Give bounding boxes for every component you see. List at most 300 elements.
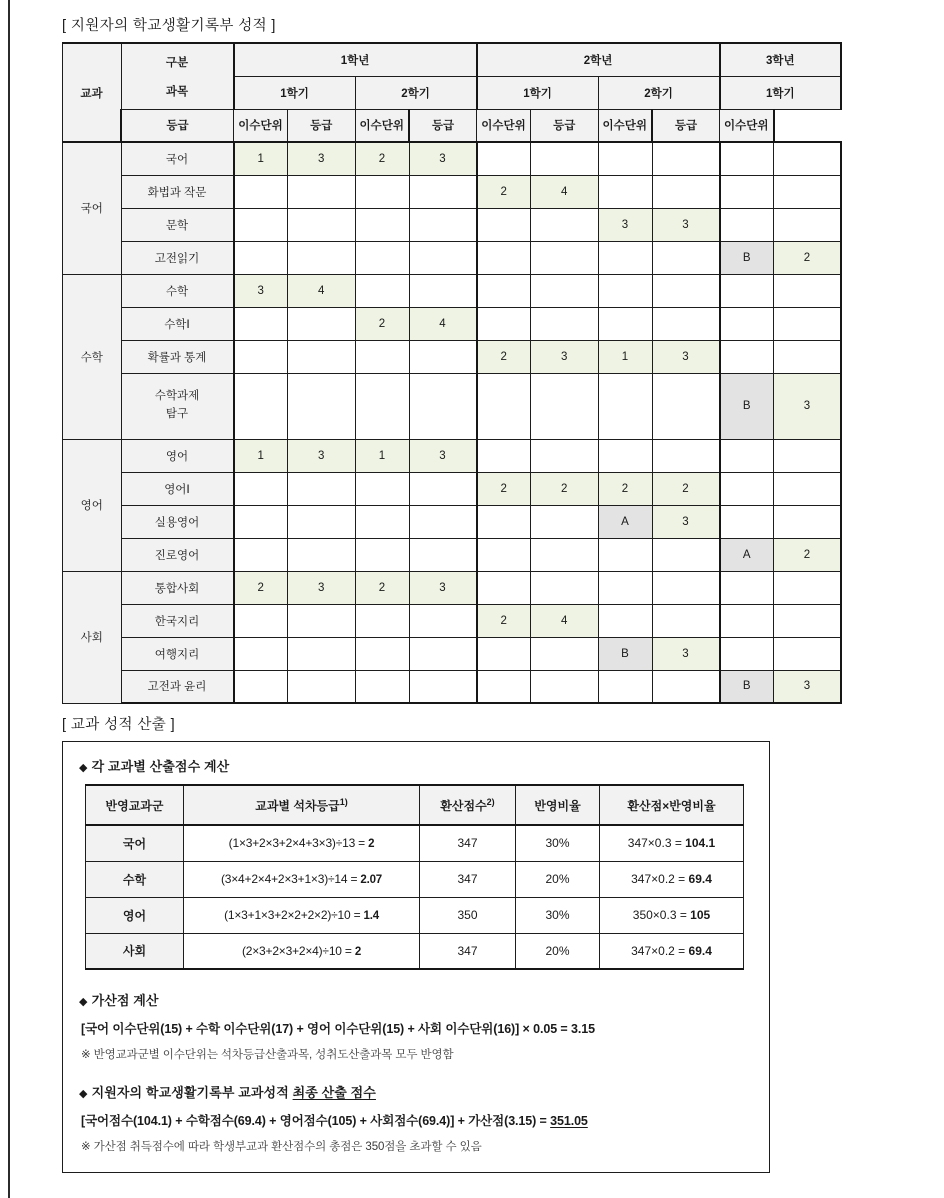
header-y1-term1: 1학기 <box>234 76 356 109</box>
calc-group-cell: 사회 <box>86 933 184 969</box>
calc-product-text: 350×0.3 = <box>632 908 691 922</box>
grade-cell <box>598 571 652 604</box>
subject-name-cell: 여행지리 <box>121 637 234 670</box>
units-cell <box>531 274 599 307</box>
units-cell <box>774 505 842 538</box>
subject-score-heading <box>79 756 753 775</box>
units-cell <box>652 670 720 703</box>
grade-cell <box>477 439 531 472</box>
grade-cell: 1 <box>355 439 409 472</box>
grade-cell <box>477 142 531 175</box>
calc-converted-cell: 350 <box>420 897 516 933</box>
grades-row <box>63 571 842 604</box>
units-cell: 4 <box>531 604 599 637</box>
units-cell <box>531 571 599 604</box>
grade-cell <box>234 505 288 538</box>
grade-cell: 2 <box>477 340 531 373</box>
grade-cell <box>477 637 531 670</box>
header-metric-grade-1: 등급 <box>121 109 234 142</box>
subject-group-cell: 영어 <box>63 439 122 571</box>
final-equation-pre: [국어점수(104.1) + 수학점수(69.4) + 영어점수(105) + 사회점수(69.4)] + 가산점(3.15) = <box>81 1114 551 1128</box>
grade-cell: A <box>598 505 652 538</box>
units-cell <box>409 274 477 307</box>
calc-rank-formula-cell <box>184 897 420 933</box>
grade-cell <box>234 208 288 241</box>
units-cell: 2 <box>652 472 720 505</box>
header-subject-label: 과목 <box>165 85 189 98</box>
grades-row <box>63 208 842 241</box>
grade-cell <box>477 241 531 274</box>
units-cell <box>652 439 720 472</box>
grades-table-head <box>63 43 842 142</box>
header-y1-term2: 2학기 <box>355 76 477 109</box>
calc-rank-formula-cell <box>184 825 420 861</box>
subject-name-cell: 통합사회 <box>121 571 234 604</box>
bonus-heading <box>79 990 753 1009</box>
grade-cell <box>477 274 531 307</box>
grade-cell <box>720 571 774 604</box>
units-cell <box>652 604 720 637</box>
grade-cell <box>355 538 409 571</box>
grade-cell <box>355 472 409 505</box>
calc-rank-formula-text: (3×4+2×4+2×3+1×3)÷14 = <box>220 872 361 886</box>
calc-rank-formula-text: (1×3+2×3+2×4+3×3)÷13 = <box>228 836 369 851</box>
units-cell <box>531 538 599 571</box>
subject-name-cell: 진로영어 <box>121 538 234 571</box>
grade-cell <box>355 670 409 703</box>
grade-cell <box>234 175 288 208</box>
units-cell <box>652 274 720 307</box>
grades-row <box>63 505 842 538</box>
calc-rank-formula-cell <box>184 933 420 969</box>
header-metric-units-5: 이수단위 <box>720 109 774 142</box>
grades-row <box>63 637 842 670</box>
diamond-icon: ◆ <box>79 996 88 1008</box>
subject-name-cell: 고전읽기 <box>121 241 234 274</box>
grade-cell <box>598 274 652 307</box>
header-year-3: 3학년 <box>720 43 842 76</box>
grade-cell <box>598 439 652 472</box>
units-cell <box>288 538 356 571</box>
calc-header-rank-label: 교과별 석차등급 <box>255 798 340 813</box>
calc-product-cell <box>600 897 744 933</box>
grade-cell <box>234 472 288 505</box>
calc-group-cell: 수학 <box>86 861 184 897</box>
transcript-section-title: [ 지원자의 학교생활기록부 성적 ] <box>62 18 276 34</box>
grade-cell <box>720 175 774 208</box>
grades-row <box>63 604 842 637</box>
units-cell: 2 <box>774 241 842 274</box>
calc-header-group: 반영교과군 <box>86 785 184 825</box>
units-cell <box>652 241 720 274</box>
grade-cell <box>234 307 288 340</box>
grades-row <box>63 274 842 307</box>
units-cell <box>288 241 356 274</box>
grade-cell: 2 <box>355 307 409 340</box>
units-cell <box>774 274 842 307</box>
calc-product-cell <box>600 825 744 861</box>
calc-product-result: 69.4 <box>688 872 712 886</box>
grade-cell <box>598 307 652 340</box>
units-cell <box>409 175 477 208</box>
units-cell <box>288 505 356 538</box>
calc-header-product: 환산점×반영비율 <box>600 785 744 825</box>
calc-rank-formula-text: (2×3+2×3+2×4)÷10 = <box>241 943 355 958</box>
grade-cell <box>598 241 652 274</box>
calc-row <box>86 825 744 861</box>
grade-cell <box>477 670 531 703</box>
header-year-2: 2학년 <box>477 43 720 76</box>
units-cell <box>288 637 356 670</box>
subject-name-cell: 화법과 작문 <box>121 175 234 208</box>
grade-cell <box>355 604 409 637</box>
subject-name-cell: 국어 <box>121 142 234 175</box>
subject-score-table <box>85 784 744 970</box>
grade-cell: 2 <box>477 175 531 208</box>
units-cell <box>409 373 477 439</box>
calc-product-cell <box>600 933 744 969</box>
grade-cell <box>477 571 531 604</box>
subject-name-cell: 실용영어 <box>121 505 234 538</box>
grade-cell <box>234 538 288 571</box>
bonus-point-block <box>79 990 753 1062</box>
grade-cell <box>355 274 409 307</box>
grade-cell <box>477 373 531 439</box>
calc-table-head <box>86 785 744 825</box>
grades-row <box>63 670 842 703</box>
grades-row <box>63 307 842 340</box>
units-cell: 4 <box>409 307 477 340</box>
calc-product-text: 347×0.3 = <box>627 836 686 851</box>
units-cell <box>288 604 356 637</box>
calc-converted-cell: 347 <box>420 825 516 861</box>
grade-cell <box>355 637 409 670</box>
calc-row <box>86 897 744 933</box>
calc-row <box>86 933 744 969</box>
grade-cell: 2 <box>234 571 288 604</box>
calc-header-rank <box>184 785 420 825</box>
grades-table-body <box>63 142 842 703</box>
bonus-heading-label: 가산점 계산 <box>91 993 159 1008</box>
units-cell <box>531 208 599 241</box>
header-division <box>121 43 234 109</box>
calculation-panel <box>62 741 770 1173</box>
subject-group-cell: 사회 <box>63 571 122 703</box>
bonus-note: ※ 반영교과군별 이수단위는 석차등급산출과목, 성취도산출과목 모두 반영함 <box>81 1049 454 1061</box>
grade-cell <box>720 208 774 241</box>
units-cell <box>531 505 599 538</box>
diamond-icon: ◆ <box>79 1088 88 1100</box>
grades-row <box>63 340 842 373</box>
grade-cell: 3 <box>234 274 288 307</box>
units-cell <box>531 241 599 274</box>
units-cell: 3 <box>774 670 842 703</box>
calc-group-cell: 영어 <box>86 897 184 933</box>
final-equation <box>81 1111 753 1129</box>
grades-row <box>63 142 842 175</box>
units-cell: 4 <box>288 274 356 307</box>
transcript-section <box>62 14 852 704</box>
grade-cell: 2 <box>355 571 409 604</box>
subject-name-cell: 수학Ⅰ <box>121 307 234 340</box>
grade-cell: 1 <box>234 439 288 472</box>
subject-name-cell: 수학 <box>121 274 234 307</box>
grade-cell <box>598 373 652 439</box>
grade-cell <box>355 373 409 439</box>
final-heading-pre: 지원자의 학교생활기록부 교과성적 <box>91 1085 293 1100</box>
final-equation-result: 351.05 <box>550 1114 588 1128</box>
units-cell <box>531 439 599 472</box>
units-cell: 4 <box>531 175 599 208</box>
grade-cell <box>355 241 409 274</box>
units-cell: 3 <box>409 142 477 175</box>
grade-cell: B <box>720 670 774 703</box>
school-record-grades-table <box>62 42 842 704</box>
units-cell <box>409 472 477 505</box>
calc-ratio-cell: 30% <box>516 825 600 861</box>
calc-group-cell: 국어 <box>86 825 184 861</box>
final-score-block <box>79 1082 753 1154</box>
grades-row <box>63 373 842 439</box>
grades-row <box>63 538 842 571</box>
calc-rank-formula-result: 2 <box>368 838 375 851</box>
header-metric-grade-3: 등급 <box>409 109 477 142</box>
calc-header-converted-label: 환산점수 <box>440 798 487 813</box>
calc-rank-formula-cell <box>184 861 420 897</box>
subject-name-cell <box>121 373 234 439</box>
calc-rank-formula-result: 2.07 <box>360 874 383 886</box>
grade-cell: A <box>720 538 774 571</box>
units-cell <box>774 142 842 175</box>
grade-cell <box>234 604 288 637</box>
grade-cell <box>720 142 774 175</box>
calc-product-cell <box>600 861 744 897</box>
subject-name-cell: 영어Ⅰ <box>121 472 234 505</box>
grades-row <box>63 241 842 274</box>
grade-cell <box>355 208 409 241</box>
units-cell <box>652 142 720 175</box>
diamond-icon: ◆ <box>79 762 88 774</box>
grade-cell <box>598 142 652 175</box>
units-cell <box>288 340 356 373</box>
calc-row <box>86 861 744 897</box>
calc-converted-cell: 347 <box>420 861 516 897</box>
calc-header-ratio: 반영비율 <box>516 785 600 825</box>
grade-cell <box>234 241 288 274</box>
grade-cell <box>720 472 774 505</box>
subject-name-cell: 확률과 통계 <box>121 340 234 373</box>
grade-cell <box>720 505 774 538</box>
subject-group-cell: 국어 <box>63 142 122 274</box>
header-metric-grade-4: 등급 <box>531 109 599 142</box>
grade-cell <box>720 307 774 340</box>
calc-header-row <box>86 785 744 825</box>
units-cell <box>409 208 477 241</box>
calc-converted-cell: 347 <box>420 933 516 969</box>
units-cell: 3 <box>288 439 356 472</box>
units-cell <box>774 307 842 340</box>
units-cell: 3 <box>288 571 356 604</box>
header-row-metrics <box>63 109 842 142</box>
header-division-label: 구분 <box>165 56 189 69</box>
grade-cell <box>720 439 774 472</box>
units-cell <box>652 538 720 571</box>
calc-rank-formula-result: 1.4 <box>363 910 379 922</box>
units-cell: 3 <box>774 373 842 439</box>
units-cell: 3 <box>652 208 720 241</box>
header-metric-grade-5: 등급 <box>652 109 720 142</box>
grade-cell <box>234 340 288 373</box>
units-cell: 3 <box>409 571 477 604</box>
calc-ratio-cell: 30% <box>516 897 600 933</box>
units-cell <box>409 604 477 637</box>
units-cell <box>774 439 842 472</box>
final-heading-underline: 최종 산출 점수 <box>292 1085 376 1100</box>
grade-cell: B <box>598 637 652 670</box>
header-row-years <box>63 43 842 76</box>
grade-cell <box>477 538 531 571</box>
grade-cell: B <box>720 241 774 274</box>
units-cell <box>531 637 599 670</box>
subject-score-heading-label: 각 교과별 산출점수 계산 <box>91 759 230 774</box>
subject-name-line: 수학과제 <box>154 390 200 403</box>
header-y2-term1: 1학기 <box>477 76 599 109</box>
subject-name-cell: 한국지리 <box>121 604 234 637</box>
calc-product-result: 105 <box>690 908 711 922</box>
units-cell: 3 <box>652 637 720 670</box>
units-cell <box>409 637 477 670</box>
units-cell <box>652 571 720 604</box>
calc-rank-formula-result: 2 <box>354 945 362 958</box>
grade-cell <box>355 340 409 373</box>
grade-cell: 2 <box>355 142 409 175</box>
units-cell <box>531 142 599 175</box>
calc-header-converted-footnote: 2) <box>486 796 495 807</box>
calc-product-text: 347×0.2 = <box>631 943 689 958</box>
units-cell <box>774 175 842 208</box>
calc-ratio-cell: 20% <box>516 861 600 897</box>
header-metric-grade-2: 등급 <box>288 109 356 142</box>
units-cell <box>774 340 842 373</box>
units-cell <box>409 670 477 703</box>
grade-cell <box>477 307 531 340</box>
units-cell <box>774 604 842 637</box>
units-cell <box>288 472 356 505</box>
units-cell <box>774 637 842 670</box>
subject-name-cell: 영어 <box>121 439 234 472</box>
grade-cell <box>234 637 288 670</box>
subject-name-cell: 문학 <box>121 208 234 241</box>
units-cell <box>652 307 720 340</box>
units-cell <box>652 373 720 439</box>
subject-group-cell: 수학 <box>63 274 122 439</box>
grade-cell: 2 <box>477 472 531 505</box>
grade-cell: 2 <box>598 472 652 505</box>
grade-cell: 2 <box>477 604 531 637</box>
grade-cell <box>720 604 774 637</box>
grade-cell <box>720 340 774 373</box>
units-cell: 3 <box>288 142 356 175</box>
calc-header-converted <box>420 785 516 825</box>
grade-cell <box>477 208 531 241</box>
calc-rank-formula-text: (1×3+1×3+2×2+2×2)÷10 = <box>224 908 364 922</box>
units-cell <box>409 505 477 538</box>
grades-row <box>63 472 842 505</box>
final-note: ※ 가산점 취득점수에 따라 학생부교과 환산점수의 총점은 350점을 초과할 수 있음 <box>81 1141 482 1153</box>
grades-row <box>63 175 842 208</box>
grade-cell <box>598 670 652 703</box>
grade-cell <box>355 175 409 208</box>
grade-cell <box>477 505 531 538</box>
grade-cell: 1 <box>598 340 652 373</box>
header-metric-units-1: 이수단위 <box>234 109 288 142</box>
grades-row <box>63 439 842 472</box>
header-metric-units-4: 이수단위 <box>598 109 652 142</box>
units-cell <box>288 175 356 208</box>
units-cell: 3 <box>409 439 477 472</box>
header-y3-term1: 1학기 <box>720 76 842 109</box>
header-y2-term2: 2학기 <box>598 76 720 109</box>
units-cell: 2 <box>774 538 842 571</box>
units-cell <box>774 208 842 241</box>
grade-cell <box>598 175 652 208</box>
calc-header-rank-footnote: 1) <box>339 796 348 807</box>
units-cell: 3 <box>652 505 720 538</box>
grade-cell <box>234 373 288 439</box>
grade-cell: 3 <box>598 208 652 241</box>
units-cell <box>774 571 842 604</box>
units-cell <box>531 670 599 703</box>
units-cell <box>409 538 477 571</box>
grade-cell <box>720 637 774 670</box>
calc-product-result: 69.4 <box>688 943 712 958</box>
header-year-1: 1학년 <box>234 43 477 76</box>
header-category: 교과 <box>63 43 122 142</box>
score-calculation-section <box>62 713 882 1173</box>
calc-ratio-cell: 20% <box>516 933 600 969</box>
calc-table-body <box>86 825 744 969</box>
units-cell <box>288 307 356 340</box>
calculation-section-title: [ 교과 성적 산출 ] <box>62 717 176 733</box>
calc-product-result: 104.1 <box>685 836 716 851</box>
units-cell <box>288 373 356 439</box>
grade-cell <box>355 505 409 538</box>
grade-cell <box>598 604 652 637</box>
units-cell: 2 <box>531 472 599 505</box>
grade-cell <box>720 274 774 307</box>
units-cell <box>288 670 356 703</box>
header-metric-units-2: 이수단위 <box>355 109 409 142</box>
grade-cell: 1 <box>234 142 288 175</box>
grade-cell <box>598 538 652 571</box>
units-cell <box>774 472 842 505</box>
units-cell: 3 <box>652 340 720 373</box>
units-cell <box>409 340 477 373</box>
bonus-equation: [국어 이수단위(15) + 수학 이수단위(17) + 영어 이수단위(15) + 사회 이수단위(16)] × 0.05 = 3.15 <box>81 1022 595 1036</box>
units-cell <box>409 241 477 274</box>
units-cell <box>531 307 599 340</box>
units-cell <box>288 208 356 241</box>
grade-cell: B <box>720 373 774 439</box>
calc-product-text: 347×0.2 = <box>631 872 689 886</box>
units-cell <box>531 373 599 439</box>
grade-cell <box>234 670 288 703</box>
final-heading <box>79 1082 753 1101</box>
units-cell: 3 <box>531 340 599 373</box>
subject-name-line: 탐구 <box>165 408 189 420</box>
units-cell <box>652 175 720 208</box>
header-metric-units-3: 이수단위 <box>477 109 531 142</box>
